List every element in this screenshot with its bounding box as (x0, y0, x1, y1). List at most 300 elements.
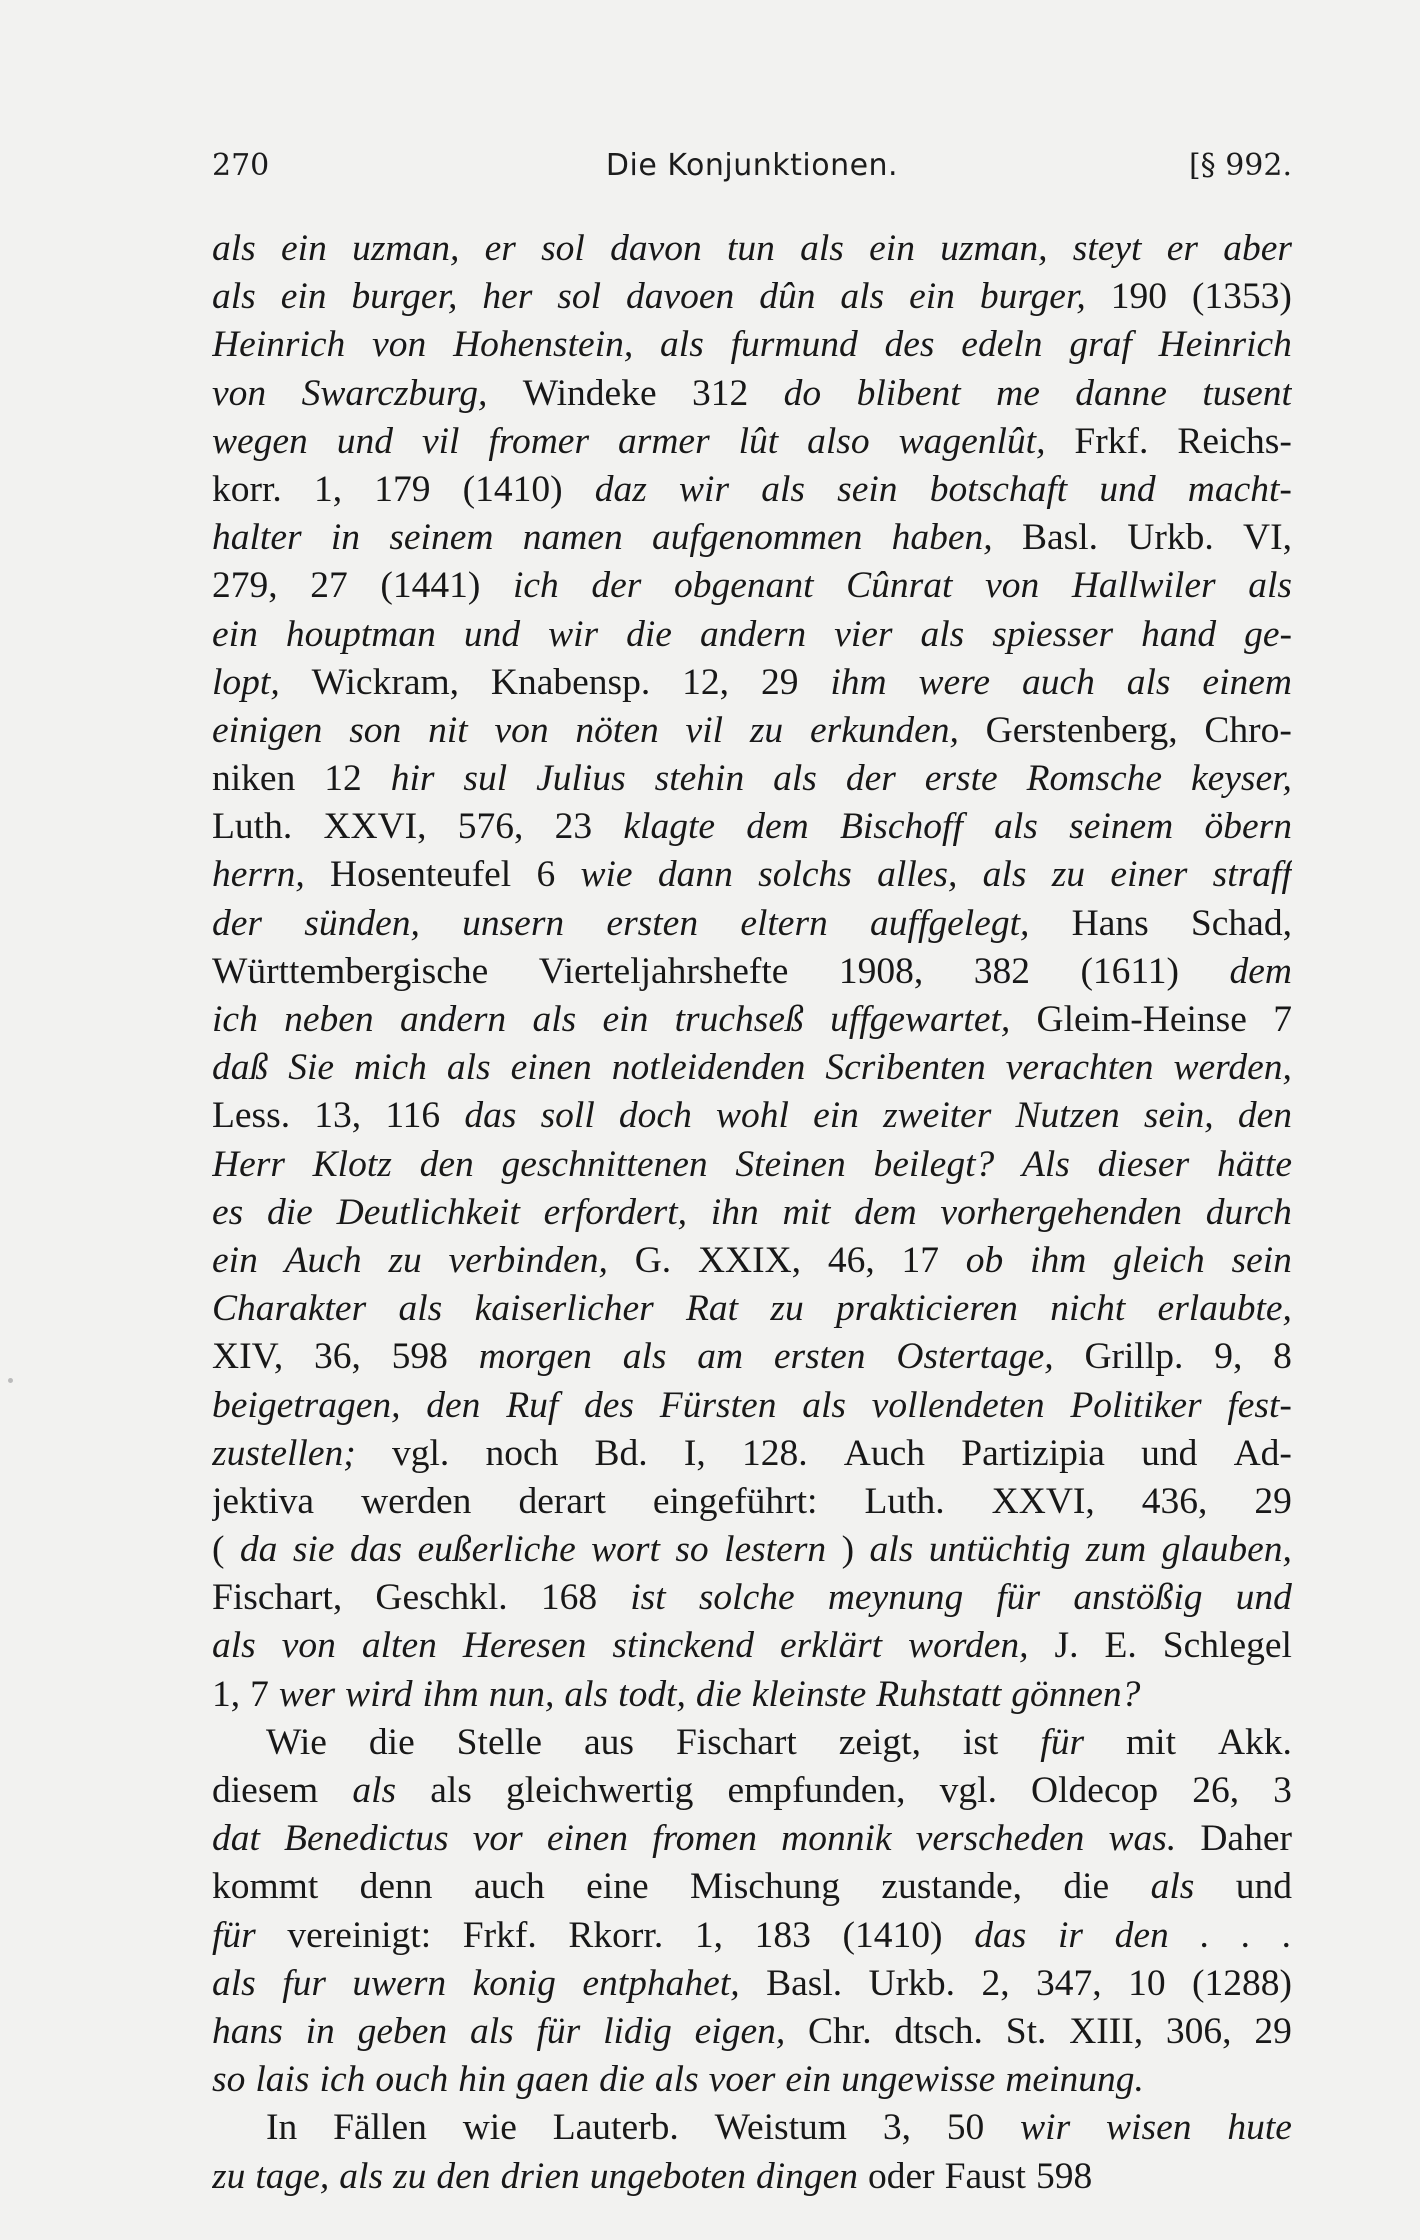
word: zustellen; (212, 1432, 356, 1474)
word: als (212, 276, 256, 318)
word: als (660, 324, 704, 366)
word: Chro- (1204, 709, 1292, 751)
word: wagenlût, (898, 420, 1046, 462)
word: solchs (758, 854, 852, 896)
word: Sie (288, 1047, 335, 1089)
word: ein (813, 1095, 859, 1137)
word: so (212, 2059, 246, 2101)
word: als (869, 1529, 914, 1571)
text-line (212, 562, 1292, 610)
word: die (599, 2059, 645, 2101)
word: zu (1051, 854, 1086, 896)
word: 183 (754, 1914, 811, 1956)
word: In (266, 2107, 298, 2149)
word: (1353) (1191, 276, 1292, 318)
text-line (212, 1622, 1292, 1670)
word: für (212, 1914, 256, 1956)
word: ein (212, 1239, 258, 1281)
word: einigen (212, 709, 323, 751)
word: Cûnrat (846, 565, 953, 607)
word: zu (393, 2155, 427, 2197)
word: eine (586, 1866, 649, 1908)
word: andern (399, 999, 507, 1040)
word: als (564, 1673, 609, 1715)
word: (1288) (1192, 1962, 1292, 2004)
word: Luth. (212, 806, 293, 848)
word: 8 (1273, 1336, 1292, 1378)
word: dann (657, 854, 733, 896)
word: Hohenstein, (453, 324, 634, 366)
text-line (212, 851, 1292, 899)
word: meinung. (1005, 2059, 1144, 2101)
word: die (695, 1673, 742, 1715)
word: alles, (877, 854, 958, 896)
word: den (426, 1384, 481, 1426)
word: 436, (1141, 1480, 1208, 1522)
word: 46, (827, 1239, 875, 1281)
word: als (430, 1770, 472, 1811)
word: 23 (554, 806, 593, 848)
word: me (996, 372, 1040, 414)
word: öbern (1204, 806, 1292, 848)
word: meynung (827, 1577, 964, 1619)
word: geben (357, 2010, 448, 2052)
word: armer (618, 420, 710, 462)
word: als (446, 1047, 491, 1089)
word: steyt (1072, 228, 1142, 269)
word: nit (428, 709, 468, 751)
text-line (212, 1478, 1292, 1526)
word: als (212, 1962, 256, 2004)
word: do (783, 372, 822, 414)
word: als (469, 2010, 514, 2052)
word: verbinden, (448, 1239, 608, 1281)
word: todt, (618, 1673, 686, 1715)
word: 179 (374, 468, 431, 510)
word: neben (284, 999, 374, 1040)
text-line (212, 1719, 1292, 1767)
word: als (212, 1625, 256, 1667)
word: 6 (536, 854, 556, 896)
text-line (212, 225, 1292, 273)
word: Urkb. (1127, 517, 1214, 559)
word: 279, (212, 565, 278, 607)
text-line (212, 1333, 1292, 1381)
page-number: 270 (212, 148, 270, 183)
word: ouch (375, 2059, 449, 2101)
text-line (212, 1912, 1292, 1960)
word: ihm (422, 1673, 479, 1715)
word: 13, (314, 1095, 362, 1137)
word: Auch (843, 1432, 926, 1474)
word: unsern (462, 902, 565, 944)
word: 3, (882, 2107, 911, 2149)
word: Schad, (1190, 902, 1292, 944)
word: Bischoff (839, 806, 963, 848)
word: sie (292, 1529, 335, 1571)
word: 306, (1165, 2010, 1232, 2052)
word: auffgelegt, (870, 902, 1030, 944)
word: namen (522, 517, 623, 559)
word: als (622, 1336, 667, 1378)
word: uzman, (940, 228, 1048, 269)
word: Ruhstatt (876, 1673, 1002, 1715)
word: wohl (715, 1095, 789, 1137)
word: doch (618, 1095, 692, 1137)
text-line (212, 948, 1292, 996)
word: . (1282, 1914, 1292, 1956)
word: Lauterb. (552, 2107, 679, 2149)
section-number: [§ 992. (1188, 148, 1292, 183)
word: vil (421, 420, 460, 462)
word: das (464, 1095, 517, 1137)
word: zu (770, 1288, 804, 1330)
word: und (1141, 1432, 1198, 1474)
text-line (212, 1237, 1292, 1285)
word: Fällen (333, 2107, 427, 2149)
word: hans (212, 2010, 283, 2052)
word: lût (738, 420, 779, 462)
word: oder (868, 2155, 935, 2197)
word: von (212, 372, 267, 414)
word: den (436, 2155, 491, 2197)
word: stinckend (612, 1625, 755, 1667)
word: ein (212, 613, 258, 655)
word: vier (834, 613, 893, 655)
text-line (212, 2153, 1292, 2201)
word: Heresen (462, 1625, 587, 1667)
word: 190 (1110, 276, 1167, 318)
word: ersten (606, 902, 699, 944)
text-line (212, 1526, 1292, 1574)
word: Ad- (1233, 1432, 1292, 1474)
word: die (1063, 1866, 1110, 1908)
word: Akk. (1217, 1721, 1292, 1763)
text-line (212, 803, 1292, 851)
word: was. (1108, 1818, 1177, 1860)
word: davoen (625, 276, 735, 318)
page-header (212, 140, 1292, 190)
word: verscheden (915, 1818, 1085, 1860)
word: vgl. (939, 1770, 997, 1811)
text-line (212, 1044, 1292, 1092)
word: er (1166, 228, 1198, 269)
word: 9, (1214, 1336, 1243, 1378)
word: ein (602, 999, 649, 1040)
word: als (982, 854, 1027, 896)
text-line (212, 1671, 1292, 1719)
word: blibent (856, 372, 961, 414)
text-line (212, 2056, 1292, 2104)
word: es (212, 1191, 244, 1233)
word: Bd. (594, 1432, 648, 1474)
paper-spot (8, 1378, 13, 1383)
word: ir (1057, 1914, 1083, 1956)
word: G. (634, 1239, 672, 1281)
word: furmund (730, 324, 858, 366)
word: 128. (741, 1432, 808, 1474)
word: und (463, 613, 521, 655)
word: zweiter (883, 1095, 992, 1137)
word: das (974, 1914, 1027, 1956)
word: den (419, 1143, 474, 1185)
word: botschaft (929, 468, 1068, 510)
word: erste (924, 758, 998, 800)
word: Julius (536, 758, 626, 800)
text-line (212, 707, 1292, 755)
word: Wickram, (311, 661, 460, 703)
word: XXVI, (323, 806, 427, 848)
text-line (212, 466, 1292, 514)
word: Vierteljahrshefte (538, 950, 789, 992)
word: gleichwertig (505, 1770, 694, 1811)
word: erklärt (780, 1625, 883, 1667)
word: die (368, 1721, 415, 1763)
word: solche (698, 1577, 795, 1619)
word: 1908, (838, 950, 924, 992)
word: Politiker (1070, 1384, 1202, 1426)
word: ein (280, 276, 327, 318)
word: Rat (686, 1288, 739, 1330)
word: als (654, 2059, 699, 2101)
word: zeigt, (838, 1721, 921, 1763)
word: empfunden, (727, 1770, 906, 1811)
word: Frkf. (462, 1914, 537, 1956)
word: als (800, 228, 844, 269)
word: entphahet, (582, 1962, 740, 2004)
body-text (212, 225, 1292, 2201)
word: 1, (694, 1914, 723, 1956)
word: ich (212, 999, 258, 1040)
text-line (212, 900, 1292, 948)
word: beigetragen, (212, 1384, 401, 1426)
word: spiesser (992, 613, 1114, 655)
word: Fischart (675, 1721, 797, 1763)
word: sul (463, 758, 508, 800)
word: drien (500, 2155, 580, 2197)
word: ich (319, 2059, 366, 2101)
word: graf (1069, 324, 1132, 366)
word: Romsche (1026, 758, 1162, 800)
word: als (212, 228, 256, 269)
text-line (212, 1285, 1292, 1333)
word: diesem (212, 1770, 319, 1811)
word: 382 (973, 950, 1030, 992)
word: noch (485, 1432, 559, 1474)
word: durch (1205, 1191, 1292, 1233)
word: nun, (488, 1673, 555, 1715)
word: (1410) (842, 1914, 943, 1956)
word: dem (1229, 950, 1292, 992)
word: als (532, 999, 577, 1040)
word: als (840, 276, 885, 318)
word: ist (962, 1721, 999, 1763)
word: 12 (324, 758, 362, 800)
word: glauben, (1161, 1529, 1292, 1571)
word: wir (1020, 2107, 1071, 2149)
word: als (920, 613, 965, 655)
word: als (1248, 565, 1292, 607)
word: notleidenden (611, 1047, 806, 1089)
word: wisen (1106, 2107, 1192, 2149)
word: von (372, 324, 427, 366)
word: (1410) (462, 468, 563, 510)
word: Frkf. (1074, 420, 1149, 462)
word: burger, (979, 276, 1086, 318)
word: (1611) (1080, 950, 1180, 992)
word: wir (548, 613, 599, 655)
word: Weistum (714, 2107, 847, 2149)
word: zu (388, 1239, 422, 1281)
word: wie (580, 854, 633, 896)
word: ihn (710, 1191, 759, 1233)
word: Auch (284, 1239, 362, 1281)
text-line (212, 1189, 1292, 1237)
word: Ruf (506, 1384, 559, 1426)
word: er (484, 228, 516, 269)
word: houptman (285, 613, 436, 655)
word: Gleim-Heinse (1036, 999, 1247, 1040)
word: Knabensp. (490, 661, 651, 703)
word: prakticieren (836, 1288, 1018, 1330)
word: hätte (1216, 1143, 1292, 1185)
word: andern (699, 613, 807, 655)
word: kaiserlicher (474, 1288, 654, 1330)
word: auch (473, 1866, 545, 1908)
word: Swarczburg, (301, 372, 488, 414)
word: einen (510, 1047, 592, 1089)
word: fromen (652, 1818, 758, 1860)
word: vgl. (391, 1432, 450, 1474)
word: kleinste (751, 1673, 867, 1715)
word: daß (212, 1047, 269, 1089)
word: davon (610, 228, 702, 269)
text-line (212, 1430, 1292, 1478)
word: Luth. (864, 1480, 945, 1522)
word: und (1235, 1577, 1292, 1619)
word: Herr (212, 1143, 285, 1185)
word: und (1235, 1866, 1292, 1908)
word: Gerstenberg, (985, 709, 1178, 751)
text-line (212, 1863, 1292, 1911)
word: von (494, 709, 549, 751)
word: fromer (488, 420, 590, 462)
word: erfordert, (543, 1191, 688, 1233)
word: Scribenten (825, 1047, 986, 1089)
word: so (675, 1529, 709, 1571)
word: ein (281, 228, 327, 269)
running-title: Die Konjunktionen. (605, 148, 899, 183)
word: Benedictus (284, 1818, 449, 1860)
word: nicht (1050, 1288, 1126, 1330)
word: die (267, 1191, 313, 1233)
word: 36, (314, 1336, 361, 1378)
text-line (212, 659, 1292, 707)
word: Württembergische (212, 950, 489, 992)
word: ein (909, 276, 955, 318)
word: sünden, (304, 902, 420, 944)
word: 312 (692, 372, 749, 414)
word: VI, (1243, 517, 1292, 559)
text-line (212, 514, 1292, 562)
word: sein, (1143, 1095, 1214, 1137)
word: 29 (760, 661, 799, 703)
word: Hallwiler (1071, 565, 1216, 607)
word: wort (591, 1529, 660, 1571)
word: mich (353, 1047, 427, 1089)
word: zu (212, 2155, 246, 2197)
word: were (918, 661, 991, 703)
word: klagte (623, 806, 716, 848)
word: ich (512, 565, 559, 607)
word: erkunden, (809, 709, 959, 751)
word: Grillp. (1084, 1336, 1184, 1378)
word: 1, (212, 1673, 241, 1715)
word: Faust (944, 2155, 1026, 2197)
word: 116 (385, 1095, 441, 1137)
word: anstößig (1073, 1577, 1203, 1619)
word: Chr. (808, 2010, 872, 2052)
word: wer (278, 1673, 336, 1715)
word: Hosenteufel (330, 854, 512, 896)
word: von (985, 565, 1040, 607)
word: uzman, (352, 228, 460, 269)
word: ungewisse (841, 2059, 996, 2101)
word: Geschkl. (375, 1577, 508, 1619)
word: sein (837, 468, 898, 510)
word: 10 (1128, 1962, 1166, 2004)
word: eigen, (694, 2010, 786, 2052)
word: Steinen (735, 1143, 846, 1185)
word: daz (594, 468, 647, 510)
word: die (626, 613, 672, 655)
word: monnik (781, 1818, 892, 1860)
word: derart (518, 1480, 606, 1522)
word: dieser (1097, 1143, 1190, 1185)
word: niken (212, 758, 296, 800)
word: her (482, 276, 533, 318)
word: wegen (212, 420, 308, 462)
word: Windeke (522, 372, 657, 414)
word: aus (584, 1721, 635, 1763)
word: J. (1054, 1625, 1079, 1667)
word: mit (782, 1191, 831, 1233)
word: XIV, (212, 1336, 284, 1378)
word: 347, (1036, 1962, 1102, 2004)
word: Heinrich (1158, 324, 1292, 366)
word: auch (1021, 661, 1095, 703)
word: als (352, 1770, 397, 1811)
text-line (212, 755, 1292, 803)
word: ein (869, 228, 915, 269)
word: von (281, 1625, 336, 1667)
word: Wie (266, 1721, 327, 1763)
word: einem (1202, 661, 1292, 703)
word: tage, (255, 2155, 330, 2197)
word: truchseß (674, 999, 804, 1040)
word: Less. (212, 1095, 291, 1137)
word: der (212, 902, 262, 944)
word: beilegt? (873, 1143, 995, 1185)
word: 1, (313, 468, 343, 510)
word: also (807, 420, 870, 462)
word: 598 (1035, 2155, 1093, 2197)
word: sein (1231, 1239, 1292, 1281)
word: . (1200, 1914, 1210, 1956)
word: soll (540, 1095, 595, 1137)
text-line (212, 1092, 1292, 1140)
text-line (212, 1960, 1292, 2008)
